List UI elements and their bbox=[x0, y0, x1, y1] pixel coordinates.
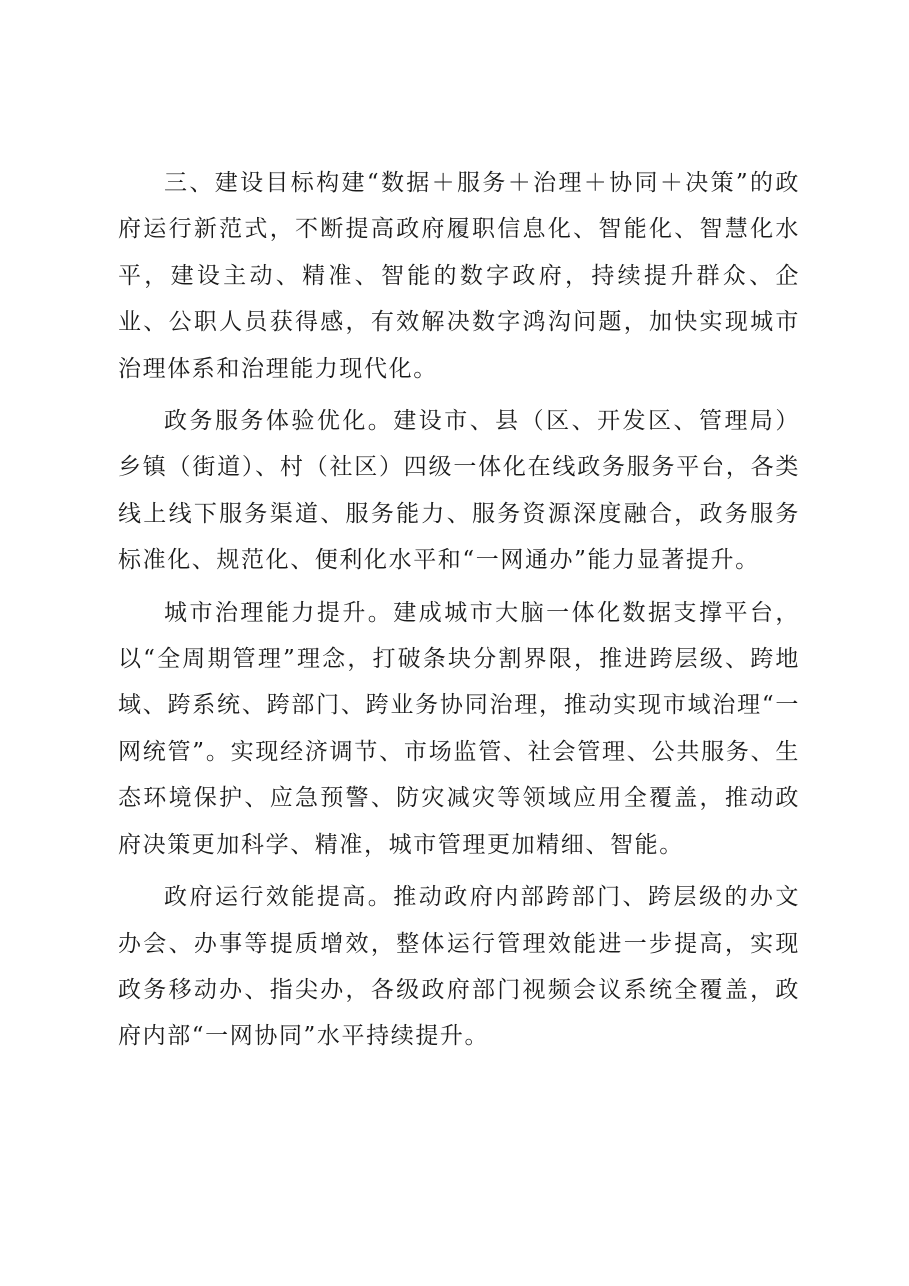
paragraph-city-governance: 城市治理能力提升。建成城市大脑一体化数据支撑平台，以“全周期管理”理念，打破条块分割界限，推进跨层级、跨地域、跨系统、跨部门、跨业务协同治理，推动实现市域治理“一网统管”。实现经济调节、市场监管、社会管理、公共服务、生态环境保护、应急预警、防灾减灾等领域应用全覆盖，推动政府决策更加科学、精准，城市管理更加精细、智能。 bbox=[118, 599, 800, 858]
document-body bbox=[118, 160, 800, 1066]
paragraph-government-efficiency: 政府运行效能提高。推动政府内部跨部门、跨层级的办文办会、办事等提质增效，整体运行管理效能进一步提高，实现政务移动办、指尖办，各级政府部门视频会议系统全覆盖，政府内部“一网协同”水平持续提升。 bbox=[118, 884, 800, 1050]
paragraph-construction-goals: 三、建设目标构建“数据＋服务＋治理＋协同＋决策”的政府运行新范式，不断提高政府履职信息化、智能化、智慧化水平，建设主动、精准、智能的数字政府，持续提升群众、企业、公职人员获得感，有效解决数字鸿沟问题，加快实现城市治理体系和治理能力现代化。 bbox=[118, 170, 800, 382]
paragraph-government-service: 政务服务体验优化。建设市、县（区、开发区、管理局）乡镇（街道）、村（社区）四级一体化在线政务服务平台，各类线上线下服务渠道、服务能力、服务资源深度融合，政务服务标准化、规范化、便利化水平和“一网通办”能力显著提升。 bbox=[118, 408, 800, 574]
